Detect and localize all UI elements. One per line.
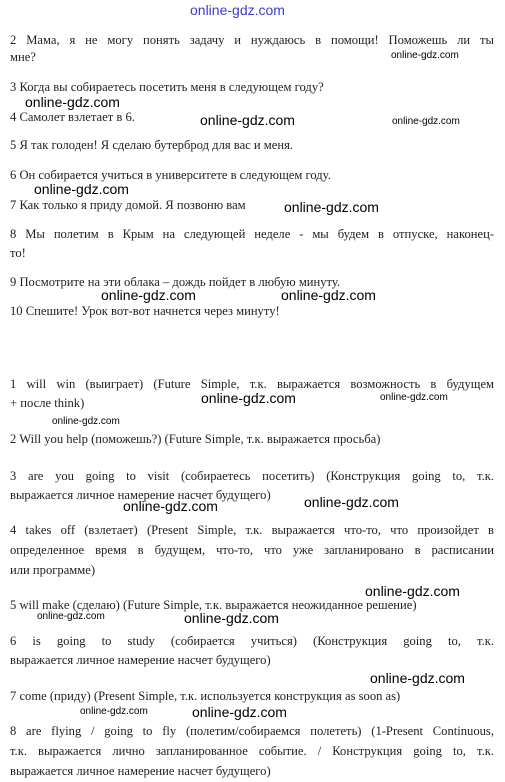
- watermark: online-gdz.com: [37, 611, 105, 622]
- answer-4-line-3: или программе): [10, 563, 96, 577]
- watermark: online-gdz.com: [123, 498, 218, 514]
- watermark: online-gdz.com: [192, 704, 287, 720]
- sentence-7: 7 Как только я приду домой. Я позвоню вам: [10, 198, 246, 212]
- answer-8-line-1: 8 are flying / going to fly (полетим/собираемся полететь) (1-Present Continuous,: [10, 724, 494, 738]
- sentence-5: 5 Я так голоден! Я сделаю бутерброд для вас и меня.: [10, 138, 294, 152]
- answer-2: 2 Will you help (поможешь?) (Future Simple, т.к. выражается просьба): [10, 432, 381, 446]
- watermark: online-gdz.com: [281, 287, 376, 303]
- answer-8-line-2: т.к. выражается лично запланированное событие. / Конструкция going to, т.к.: [10, 744, 494, 758]
- watermark: online-gdz.com: [392, 116, 460, 127]
- answer-3-line-1: 3 are you going to visit (собираетесь посетить) (Конструкция going to, т.к.: [10, 469, 494, 483]
- watermark: online-gdz.com: [370, 670, 465, 686]
- sentence-9: 9 Посмотрите на эти облака – дождь пойдет в любую минуту.: [10, 275, 341, 289]
- answer-5: 5 will make (сделаю) (Future Simple, т.к. выражается неожиданное решение): [10, 598, 417, 612]
- header-watermark: online-gdz.com: [190, 2, 285, 18]
- watermark: online-gdz.com: [365, 583, 460, 599]
- watermark: online-gdz.com: [184, 610, 279, 626]
- answer-6-line-1: 6 is going to study (собирается учиться) (Конструкция going to, т.к.: [10, 634, 494, 648]
- sentence-2-line-1: 2 Мама, я не могу понять задачу и нуждаюсь в помощи! Поможешь ли ты: [10, 33, 494, 47]
- watermark: online-gdz.com: [391, 50, 459, 61]
- watermark: online-gdz.com: [52, 416, 120, 427]
- sentence-8-line-2: то!: [10, 246, 26, 260]
- sentence-6: 6 Он собирается учиться в университете в следующем году.: [10, 168, 331, 182]
- answer-1-line-1: 1 will win (выиграет) (Future Simple, т.к. выражается возможность в будущем: [10, 377, 494, 391]
- sentence-8-line-1: 8 Мы полетим в Крым на следующей неделе - мы будем в отпуске, наконец-: [10, 227, 494, 241]
- watermark: online-gdz.com: [304, 494, 399, 510]
- watermark: online-gdz.com: [34, 181, 129, 197]
- answer-3-line-2: выражается личное намерение насчет будущего): [10, 488, 271, 502]
- watermark: online-gdz.com: [200, 112, 295, 128]
- sentence-2-line-2: мне?: [10, 50, 36, 64]
- watermark: online-gdz.com: [25, 94, 120, 110]
- watermark: online-gdz.com: [201, 390, 296, 406]
- watermark: online-gdz.com: [380, 392, 448, 403]
- answer-4-line-2: определенное время в будущем, что-то, что уже запланировано в расписании: [10, 543, 494, 557]
- sentence-3: 3 Когда вы собираетесь посетить меня в следующем году?: [10, 80, 324, 94]
- answer-4-line-1: 4 takes off (взлетает) (Present Simple, т.к. выражается что-то, что произойдет в: [10, 523, 494, 537]
- answer-6-line-2: выражается личное намерение насчет будущего): [10, 653, 271, 667]
- watermark: online-gdz.com: [284, 199, 379, 215]
- answer-1-line-2: + после think): [10, 396, 85, 410]
- answer-8-line-3: выражается личное намерение насчет будущего): [10, 764, 271, 778]
- watermark: online-gdz.com: [80, 706, 148, 717]
- sentence-10: 10 Спешите! Урок вот-вот начнется через минуту!: [10, 304, 280, 318]
- watermark: online-gdz.com: [101, 287, 196, 303]
- answer-7: 7 come (приду) (Present Simple, т.к. используется конструкция as soon as): [10, 689, 401, 703]
- sentence-4: 4 Самолет взлетает в 6.: [10, 110, 135, 124]
